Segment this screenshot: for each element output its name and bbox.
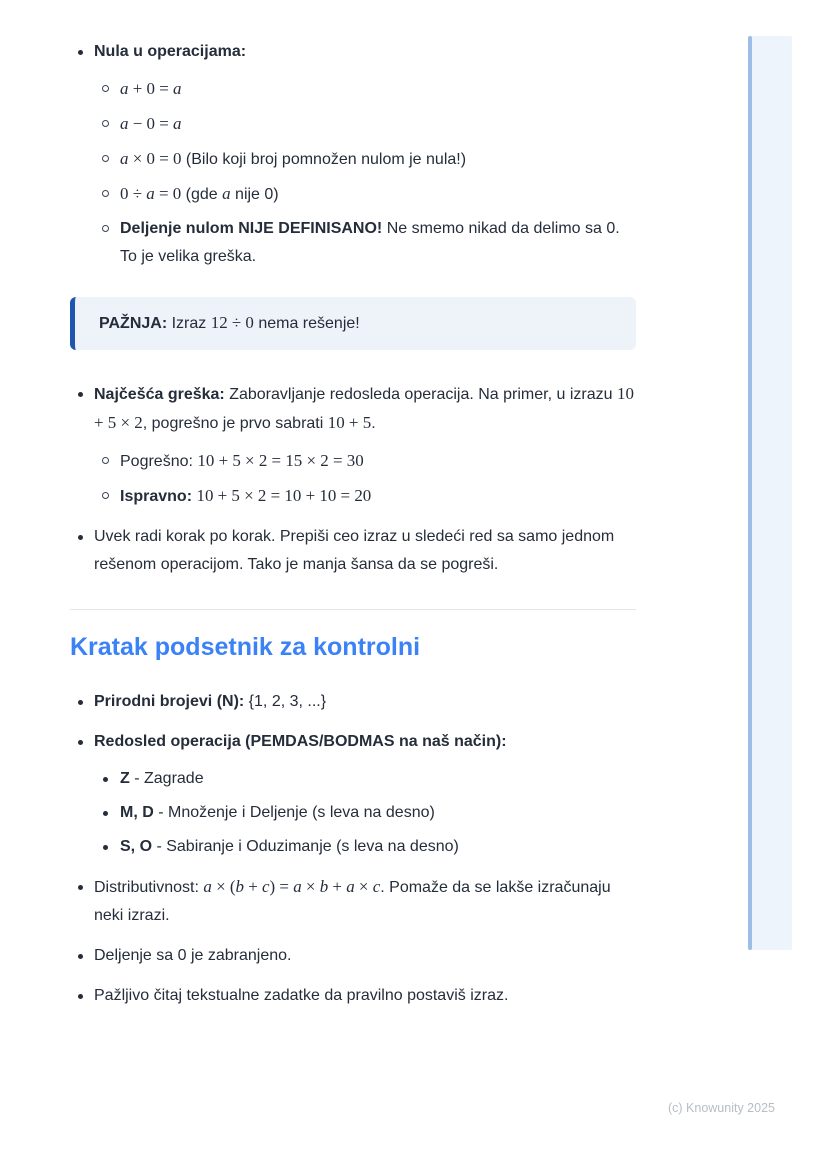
list-item	[94, 482, 636, 511]
math-text: a	[222, 184, 231, 203]
step-by-step-text	[94, 523, 636, 579]
list-item-order-of-operations	[70, 728, 636, 861]
read-carefully-text	[94, 982, 636, 1010]
division-by-zero-text	[94, 942, 636, 970]
math-text: × 0 = 0	[128, 149, 182, 168]
math-text: +	[328, 877, 347, 896]
body-text: (Bilo koji broj pomnožen nulom je nula!)	[181, 151, 467, 168]
list-item	[94, 799, 636, 827]
body-text: Zaboravljanje redosleda operacija. Na primer, u izrazu	[224, 386, 617, 403]
list-item-natural-numbers	[70, 688, 636, 716]
math-text: c	[372, 877, 381, 896]
math-text: a	[120, 149, 129, 168]
math-text: 10 + 5 × 2 = 15 × 2 = 30	[197, 451, 364, 470]
list-item-text	[120, 110, 636, 139]
list-item	[94, 145, 636, 174]
bold-text: Najčešća greška:	[94, 386, 225, 403]
list-item	[94, 180, 636, 209]
list-item	[94, 110, 636, 139]
body-text: nema rešenje!	[253, 315, 360, 332]
list-item-text	[120, 145, 636, 174]
bold-text: Deljenje nulom NIJE DEFINISANO!	[120, 220, 383, 237]
math-text: − 0 =	[128, 114, 173, 133]
math-text: a	[203, 877, 212, 896]
scrollbar-track[interactable]	[748, 36, 792, 950]
list-item-text	[120, 833, 636, 861]
body-text: Uvek radi korak po korak. Prepiši ceo izraz u sledeći red sa samo jednom rešenom operacijom. Tako je manja šansa da se pogreši.	[94, 528, 615, 573]
warning-callout-text	[99, 309, 618, 338]
common-mistake-title	[94, 380, 636, 438]
list-item-text	[120, 799, 636, 827]
body-text: .	[371, 415, 376, 432]
list-item	[94, 447, 636, 476]
body-text: . Pomaže da se lakše izračunaju neki izrazi.	[94, 879, 611, 924]
list-item-division-by-zero	[70, 942, 636, 970]
document-content	[70, 38, 636, 1022]
list-item-step-by-step	[70, 523, 636, 579]
math-text: ×	[354, 877, 373, 896]
bold-text: Z	[120, 770, 130, 787]
math-text: 10 + 5	[327, 413, 372, 432]
list-item	[94, 215, 636, 271]
math-text: 10 + 5 × 2 = 10 + 10 = 20	[196, 486, 372, 505]
reminder-section	[70, 688, 636, 1010]
bold-text: Ispravno:	[120, 488, 193, 505]
body-text: - Sabiranje i Oduzimanje (s leva na desno)	[152, 838, 459, 855]
math-text: a	[172, 79, 182, 98]
list-item-zero-operations	[70, 38, 636, 271]
body-text: nije 0)	[230, 186, 279, 203]
bold-text: M, D	[120, 804, 154, 821]
section-heading: Kratak podsetnik za kontrolni	[70, 633, 421, 661]
bold-text: Redosled operacija (PEMDAS/BODMAS na naš način):	[94, 733, 507, 750]
math-text: ) =	[269, 877, 294, 896]
math-text: a	[146, 184, 155, 203]
common-mistake-section	[70, 380, 636, 579]
bold-text: PAŽNJA:	[99, 315, 168, 332]
list-item-text	[120, 447, 636, 476]
list-item-text	[120, 215, 636, 271]
zero-operations-sublist	[94, 75, 636, 271]
body-text: , pogrešno je prvo sabrati	[142, 415, 328, 432]
body-text: - Zagrade	[129, 770, 204, 787]
math-text: c	[262, 877, 270, 896]
math-text: = 0	[154, 184, 182, 203]
math-text: + 0 =	[128, 79, 173, 98]
list-item	[94, 75, 636, 104]
body-text: (gde	[181, 186, 223, 203]
math-text: a	[293, 877, 302, 896]
math-text: a	[120, 114, 129, 133]
body-text: Pogrešno:	[120, 453, 198, 470]
warning-callout	[70, 297, 636, 350]
distributivity-text	[94, 873, 636, 930]
bold-text: Nula u operacijama:	[94, 43, 247, 60]
order-of-operations-sublist	[94, 765, 636, 861]
list-item-text	[120, 180, 636, 209]
bold-text: Prirodni brojevi (N):	[94, 693, 245, 710]
order-of-operations-title	[94, 728, 636, 756]
math-text: +	[243, 877, 263, 896]
body-text: {1, 2, 3, ...}	[244, 693, 327, 710]
list-item-text	[120, 75, 636, 104]
math-text: ×	[301, 877, 320, 896]
math-text: b	[319, 877, 329, 896]
list-item	[94, 833, 636, 861]
body-text: Ne smemo nikad da delimo sa 0. To je velika greška.	[120, 220, 620, 265]
list-item-distributivity	[70, 873, 636, 930]
math-text: 10 + 5 × 2	[94, 384, 634, 432]
zero-operations-section	[70, 38, 636, 271]
list-item-common-mistake	[70, 380, 636, 511]
math-text: b	[235, 877, 244, 896]
body-text: - Množenje i Deljenje (s leva na desno)	[153, 804, 435, 821]
math-text: a	[346, 877, 355, 896]
list-item	[94, 765, 636, 793]
math-text: × (	[211, 877, 236, 896]
body-text: Pažljivo čitaj tekstualne zadatke da pravilno postaviš izraz.	[94, 987, 509, 1004]
body-text: Deljenje sa 0 je zabranjeno.	[94, 947, 292, 964]
list-item-text	[120, 482, 636, 511]
copyright-footer: (c) Knowunity 2025	[667, 1101, 775, 1115]
body-text: Izraz	[167, 315, 211, 332]
list-item-read-carefully	[70, 982, 636, 1010]
zero-operations-title	[94, 38, 636, 66]
common-mistake-sublist	[94, 447, 636, 511]
scrollbar-thumb[interactable]	[748, 36, 752, 950]
bold-text: S, O	[120, 838, 153, 855]
list-item-text	[120, 765, 636, 793]
body-text: Distributivnost:	[94, 879, 204, 896]
section-divider	[70, 609, 636, 610]
natural-numbers-text	[94, 688, 636, 716]
math-text: 0 ÷	[120, 184, 147, 203]
math-text: a	[120, 79, 129, 98]
math-text: 12 ÷ 0	[210, 313, 254, 332]
math-text: a	[172, 114, 182, 133]
